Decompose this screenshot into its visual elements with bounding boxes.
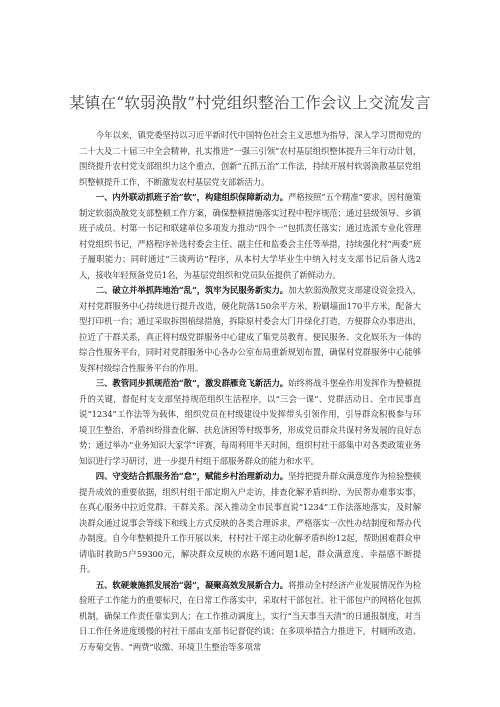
paragraph-section-5 bbox=[79, 578, 421, 656]
section-heading: 一、内外联动抓班子治“软”，构建组织保障新动力。 bbox=[95, 192, 289, 202]
paragraph-text: 加大软弱涣散党支部建设资金投入，对村党群服务中心持续进行提升改造，硬化院落150余平方米，粉刷墙面170平方米，配备大型打印机一台；通过采取拆围植绿措施，拆除原村委会大门并绿化打造，方便群众办事进出，拉近了干群关系，真正将村级党群服务中心建成了集党员教育、便民服务、文化娱乐为一体的综合性服务平台，同时对党群服务中心各办公室布局重新规划布置，确保村党群服务中心能够发挥村级综合性服务平台的作用。 bbox=[79, 285, 421, 373]
document-title: 某镇在“软弱涣散”村党组织整治工作会议上交流发言 bbox=[69, 94, 431, 112]
paragraph-intro bbox=[79, 128, 421, 190]
paragraph-section-4 bbox=[79, 469, 421, 578]
paragraph-text: 严格按照“五个精准”要求，因村施策制定软弱涣散党支部整顿工作方案，确保整顿措施落实过程中程序规范；通过县级领导、乡镇班子成员、村第一书记和联建单位多项发力推动“四个一”包抓责任落实；通过选派专业化管理村党组织书记，严格程序补选村委会主任、副主任和监委会主任等举措，持续强化村“两委”班子履职能力；同时通过“三谈两访”程序，从本村大学毕业生中纳入村支支部书记后备人选2人，接收年轻预备党员1名，为基层党组织和党员队伍提供了新鲜动力。 bbox=[79, 192, 421, 280]
paragraph-text: 始终将战斗堡垒作用发挥作为整顿提升的关键，督促村支支部坚持规范组织生活程序，以“三会一课”、党群活动日、全市民事直说“1234”工作法等为载体，组织党员在村级建设中发挥带头引领作用，引导群众积极参与环境卫生整治、矛盾纠纷排查化解、扶危济困等村级事务，形成党员群众共谋村务发展的良好态势；通过举办“业务知识大家学”评赛，每周利用半天时间，组织村社干部集中对各类政策业务知识进行学习研讨，进一步提升村组干部服务群众的能力和水平。 bbox=[79, 378, 421, 466]
paragraph-text: 今年以来，镇党委坚持以习近平新时代中国特色社会主义思想为指导，深入学习贯彻党的二十大及二十届三中全会精神，扎实推进“一强三引领”农村基层组织整体提升三年行动计划，围绕提升农村党支部组织力这个重点，创新“五抓五治”工作法，持续开展村软弱涣散基层党组织整顿提升工作，不断激发农村基层党支部新活力。 bbox=[79, 130, 421, 187]
paragraph-text: 坚持把提升群众满意度作为检验整顿提升成效的重要依据，组织村组干部定期入户走访，排查化解矛盾纠纷、为民帮办难事实事，在真心服务中拉近党群、干群关系。深入推动全市民事直说“1234”工作法落地落实，及时解决群众通过说事会等线下和线上方式反映的各类合理诉求，严格落实一次性办结制度和帮办代办制度。自今年整顿提升工作开展以来，村村社干部主动化解矛盾纠纷12起，帮助困难群众申请临时救助5户59300元，解决群众反映的水路不通问题1起，群众满意度、幸福感不断提升。 bbox=[79, 471, 421, 574]
paragraph-text: 将推动全村经济产业发展情况作为检验班子工作能力的重要标尺，在日常工作落实中，采取村干部包社、社干部包户的网格化包抓机制，确保工作责任靠实到人；在工作推动调度上，实行“当天事当天清”的日通报制度，对当日工作任务进度缓慢的村社干部由支部书记督促约谈；在多项举措合力推进下，村厕所改造、万寿菊交售、“两费”收缴、环境卫生整治等多项常 bbox=[79, 579, 421, 652]
paragraph-section-3 bbox=[79, 376, 421, 469]
section-heading: 三、教管同步抓规范治“散”，激发群雁竞飞新活力。 bbox=[95, 378, 289, 388]
section-heading: 五、软硬兼施抓发展治“弱”，凝聚高效发展新合力。 bbox=[95, 579, 289, 590]
section-heading: 四、守变结合抓服务治“怠”，赋能乡村治理新动力。 bbox=[95, 471, 289, 481]
section-heading: 二、破立并举抓阵地治“乱”，筑牢为民服务新实力。 bbox=[95, 285, 289, 295]
paragraph-section-1 bbox=[79, 190, 421, 283]
paragraph-section-2 bbox=[79, 283, 421, 376]
document-body bbox=[79, 128, 421, 655]
